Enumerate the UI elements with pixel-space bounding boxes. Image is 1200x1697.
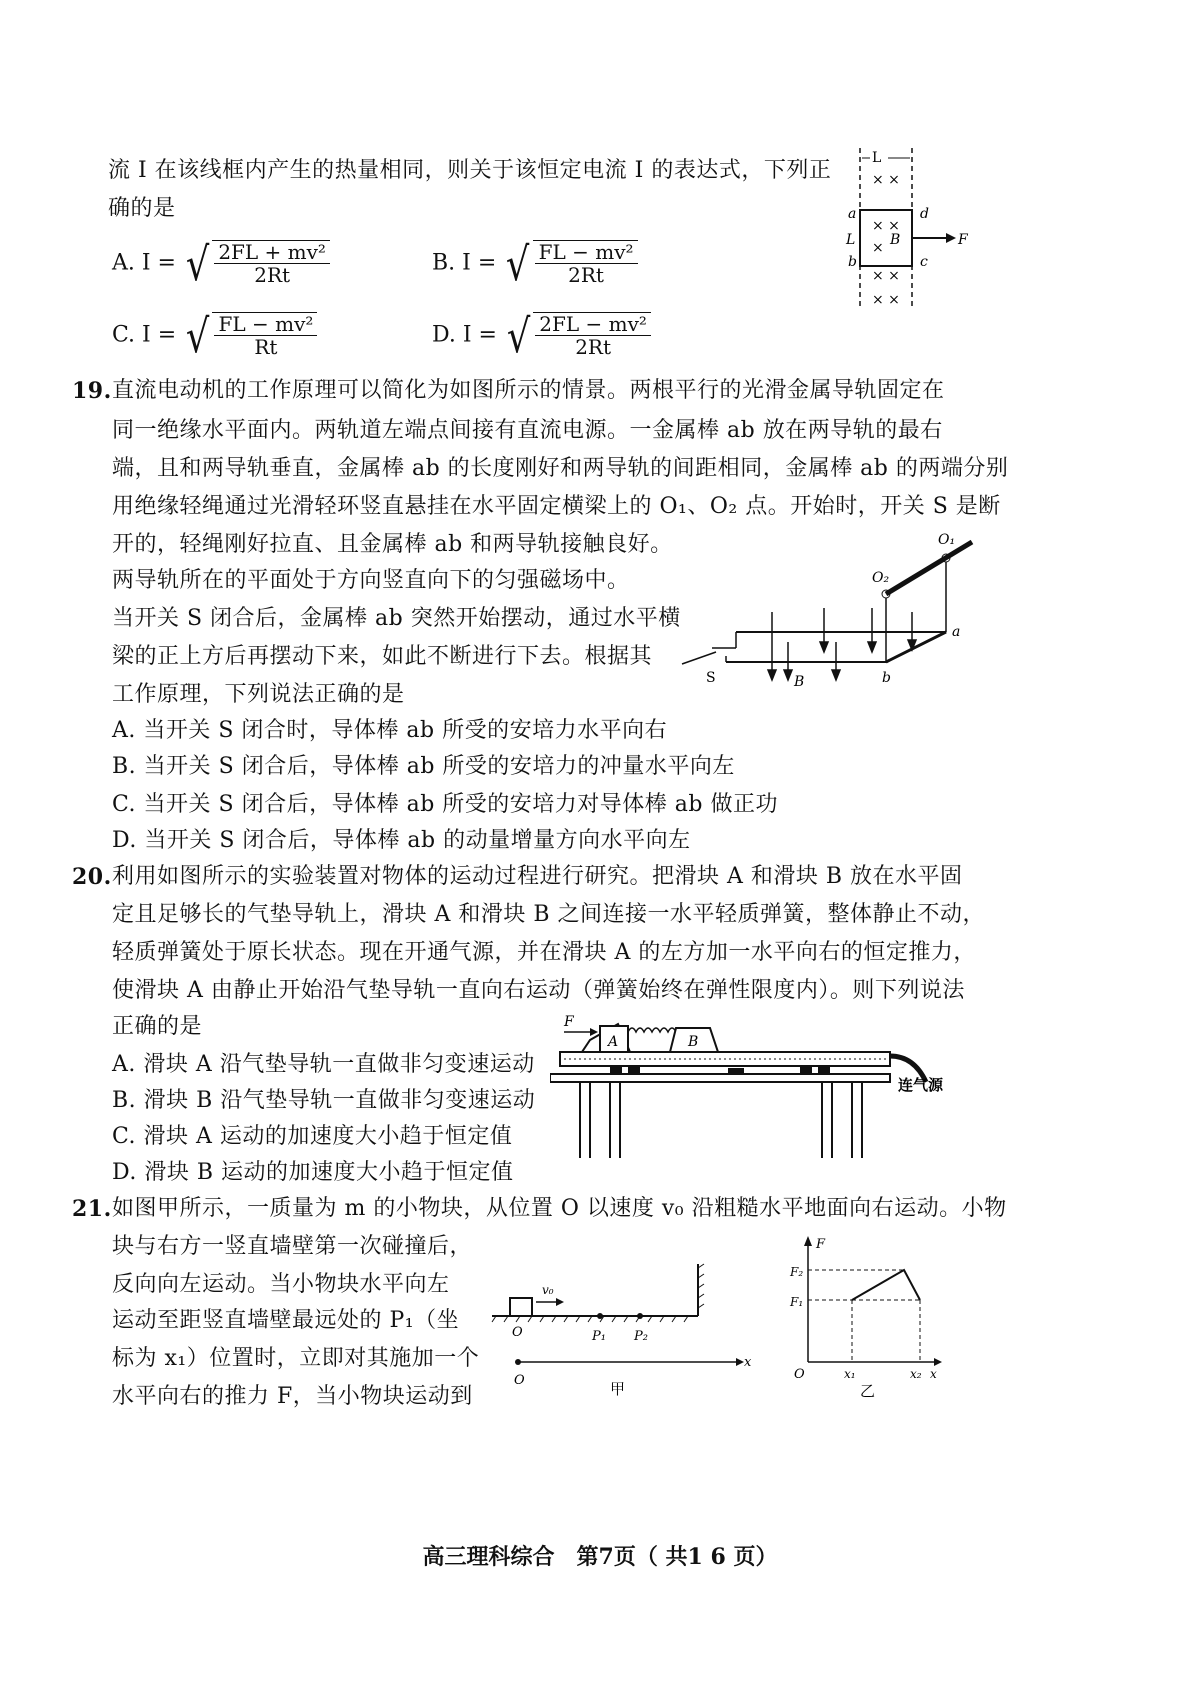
q18-figure — [840, 148, 970, 318]
q19-figure — [676, 532, 976, 692]
fraction-numerator: FL − mv² — [535, 241, 638, 264]
q19-option-a[interactable]: A. 当开关 S 闭合时，导体棒 ab 所受的安培力水平向右 — [112, 718, 668, 743]
q20-fig-source: 连气源 — [898, 1076, 944, 1094]
q21-fig-O: O — [512, 1325, 523, 1340]
metal-rod — [886, 632, 946, 662]
q20-line: 定且足够长的气垫导轨上，滑块 A 和滑块 B 之间连接一水平轻质弹簧，整体静止不动， — [112, 902, 986, 927]
q20-fig-A: A — [608, 1034, 619, 1050]
force-arrow-icon — [590, 1028, 598, 1036]
sqrt-icon: √ — [185, 236, 210, 291]
q19-number: 19. — [72, 378, 112, 404]
option-label: D. I = — [432, 322, 497, 348]
force-curve — [852, 1270, 920, 1300]
q21-figb-F: F — [816, 1237, 826, 1252]
q18-option-b[interactable] — [432, 236, 638, 291]
option-label: C. I = — [112, 322, 177, 348]
beam — [886, 542, 972, 594]
fraction-numerator: FL − mv² — [214, 313, 317, 336]
fraction-denominator: 2Rt — [568, 263, 604, 287]
q20-fig-F: F — [564, 1014, 574, 1030]
q21-fig-x: x — [744, 1355, 752, 1370]
svg-text:× ×: × × — [872, 292, 900, 308]
q20-option-d[interactable]: D. 滑块 B 运动的加速度大小趋于恒定值 — [112, 1160, 514, 1185]
q18-fig-a: a — [848, 206, 857, 222]
q21-figb-F2: F₂ — [790, 1265, 804, 1279]
q21-fig-v0: v₀ — [542, 1283, 554, 1297]
q18-option-c[interactable] — [112, 308, 317, 363]
q18-fig-d: d — [920, 206, 929, 222]
fraction-numerator: 2FL + mv² — [214, 241, 330, 264]
q19-fig-b: b — [882, 670, 891, 686]
q19-line: 用绝缘轻绳通过光滑轻环竖直悬挂在水平固定横梁上的 O₁、O₂ 点。开始时，开关 S 是断 — [112, 494, 1001, 519]
q19-fig-a: a — [952, 624, 961, 640]
q18-fig-F: F — [958, 232, 968, 248]
q21-line: 水平向右的推力 F，当小物块运动到 — [112, 1384, 473, 1409]
q18-option-d[interactable] — [432, 308, 651, 363]
q21-line: 标为 x₁）位置时，立即对其施加一个 — [112, 1346, 480, 1371]
q19-fig-O1: O₁ — [938, 532, 956, 548]
q20-line: 利用如图所示的实验装置对物体的运动过程进行研究。把滑块 A 和滑块 B 放在水平固 — [112, 864, 963, 889]
fraction-denominator: Rt — [254, 335, 278, 359]
q19-line: 端，且和两导轨垂直，金属棒 ab 的长度刚好和两导轨的间距相同，金属棒 ab 的两端分别 — [112, 456, 1009, 481]
fraction-denominator: 2Rt — [254, 263, 291, 287]
page-footer: 高三理科综合 第7页（ 共1 6 页） — [422, 1544, 778, 1570]
q21-fig-P1: P₁ — [592, 1329, 606, 1344]
q20-number: 20. — [72, 864, 112, 890]
q19-line: 直流电动机的工作原理可以简化为如图所示的情景。两根平行的光滑金属导轨固定在 — [112, 378, 945, 403]
sqrt-icon: √ — [186, 308, 210, 363]
block — [510, 1298, 532, 1316]
table — [550, 1074, 890, 1082]
q20-option-b[interactable]: B. 滑块 B 沿气垫导轨一直做非匀变速运动 — [112, 1088, 536, 1113]
svg-text:× ×: × × — [872, 268, 900, 284]
q19-line: 开的，轻绳刚好拉直、且金属棒 ab 和两导轨接触良好。 — [112, 532, 673, 557]
q19-option-b[interactable]: B. 当开关 S 闭合后，导体棒 ab 所受的安培力的冲量水平向左 — [112, 754, 735, 779]
q21-figure-a — [488, 1256, 758, 1416]
q20-line: 轻质弹簧处于原长状态。现在开通气源，并在滑块 A 的左方加一水平向右的恒定推力， — [112, 940, 976, 965]
q18-fig-B: B — [890, 232, 901, 248]
field-arrow-icon — [768, 608, 916, 680]
q21-line: 块与右方一竖直墙壁第一次碰撞后， — [112, 1234, 473, 1259]
q20-fig-B: B — [688, 1034, 699, 1050]
q21-figb-x: x — [930, 1367, 937, 1381]
q21-fig-O-axis: O — [514, 1373, 525, 1388]
q21-figb-O: O — [794, 1367, 805, 1382]
force-arrow-icon — [946, 233, 956, 243]
q21-line: 运动至距竖直墙壁最远处的 P₁（坐 — [112, 1308, 460, 1333]
q18-fig-b: b — [848, 254, 857, 270]
svg-text:× ×: × × — [872, 172, 900, 188]
q21-figure-b — [788, 1230, 968, 1410]
option-label: B. I = — [432, 250, 497, 276]
q18-fig-L-top: L — [872, 150, 882, 166]
q21-figb-x1: x₁ — [844, 1367, 856, 1381]
q20-line: 正确的是 — [112, 1014, 203, 1039]
q19-line: 工作原理，下列说法正确的是 — [112, 682, 405, 707]
fraction-numerator: 2FL − mv² — [535, 313, 651, 336]
q19-line: 当开关 S 闭合后，金属棒 ab 突然开始摆动，通过水平横 — [112, 606, 681, 631]
q19-line: 梁的正上方后再摆动下来，如此不断进行下去。根据其 — [112, 644, 653, 669]
q21-line: 反向向左运动。当小物块水平向左 — [112, 1272, 450, 1297]
fraction-denominator: 2Rt — [575, 335, 612, 359]
svg-text:× ×: × × — [872, 218, 900, 234]
q19-option-c[interactable]: C. 当开关 S 闭合后，导体棒 ab 所受的安培力对导体棒 ab 做正功 — [112, 792, 778, 817]
q20-figure — [550, 1010, 950, 1160]
velocity-arrow-icon — [556, 1298, 564, 1306]
q19-fig-S: S — [706, 670, 716, 686]
q19-line: 同一绝缘水平面内。两轨道左端点间接有直流电源。一金属棒 ab 放在两导轨的最右 — [112, 418, 943, 443]
q19-line: 两导轨所在的平面处于方向竖直向下的匀强磁场中。 — [112, 568, 630, 593]
q21-figb-F1: F₁ — [790, 1295, 804, 1309]
q18-line2: 确的是 — [108, 196, 176, 221]
spring-icon — [628, 1028, 676, 1032]
q20-line: 使滑块 A 由静止开始沿气垫导轨一直向右运动（弹簧始终在弹性限度内）。则下列说法 — [112, 978, 965, 1003]
q21-fig-a-caption: 甲 — [610, 1380, 626, 1398]
q21-fig-P2: P₂ — [634, 1329, 648, 1344]
q21-figb-x2: x₂ — [910, 1367, 922, 1381]
q20-option-a[interactable]: A. 滑块 A 沿气垫导轨一直做非匀变速运动 — [112, 1052, 535, 1077]
option-label: A. I = — [112, 250, 176, 276]
q19-fig-B: B — [794, 674, 805, 690]
sqrt-icon: √ — [506, 236, 530, 291]
switch-icon — [682, 652, 716, 664]
svg-text:×: × — [872, 240, 884, 256]
q21-line: 如图甲所示，一质量为 m 的小物块，从位置 O 以速度 v₀ 沿粗糙水平地面向右运动。小物 — [112, 1196, 1007, 1221]
q20-option-c[interactable]: C. 滑块 A 运动的加速度大小趋于恒定值 — [112, 1124, 513, 1149]
q19-fig-O2: O₂ — [872, 570, 890, 586]
sqrt-icon: √ — [506, 308, 531, 363]
q18-fig-L-side: L — [846, 232, 856, 248]
q18-option-a[interactable] — [112, 236, 330, 291]
q21-fig-b-caption: 乙 — [860, 1382, 876, 1400]
q18-line1: 流 I 在该线框内产生的热量相同，则关于该恒定电流 I 的表达式，下列正 — [108, 158, 832, 183]
q21-number: 21. — [72, 1196, 112, 1222]
q18-fig-c: c — [920, 254, 928, 270]
q19-option-d[interactable]: D. 当开关 S 闭合后，导体棒 ab 的动量增量方向水平向左 — [112, 828, 691, 853]
